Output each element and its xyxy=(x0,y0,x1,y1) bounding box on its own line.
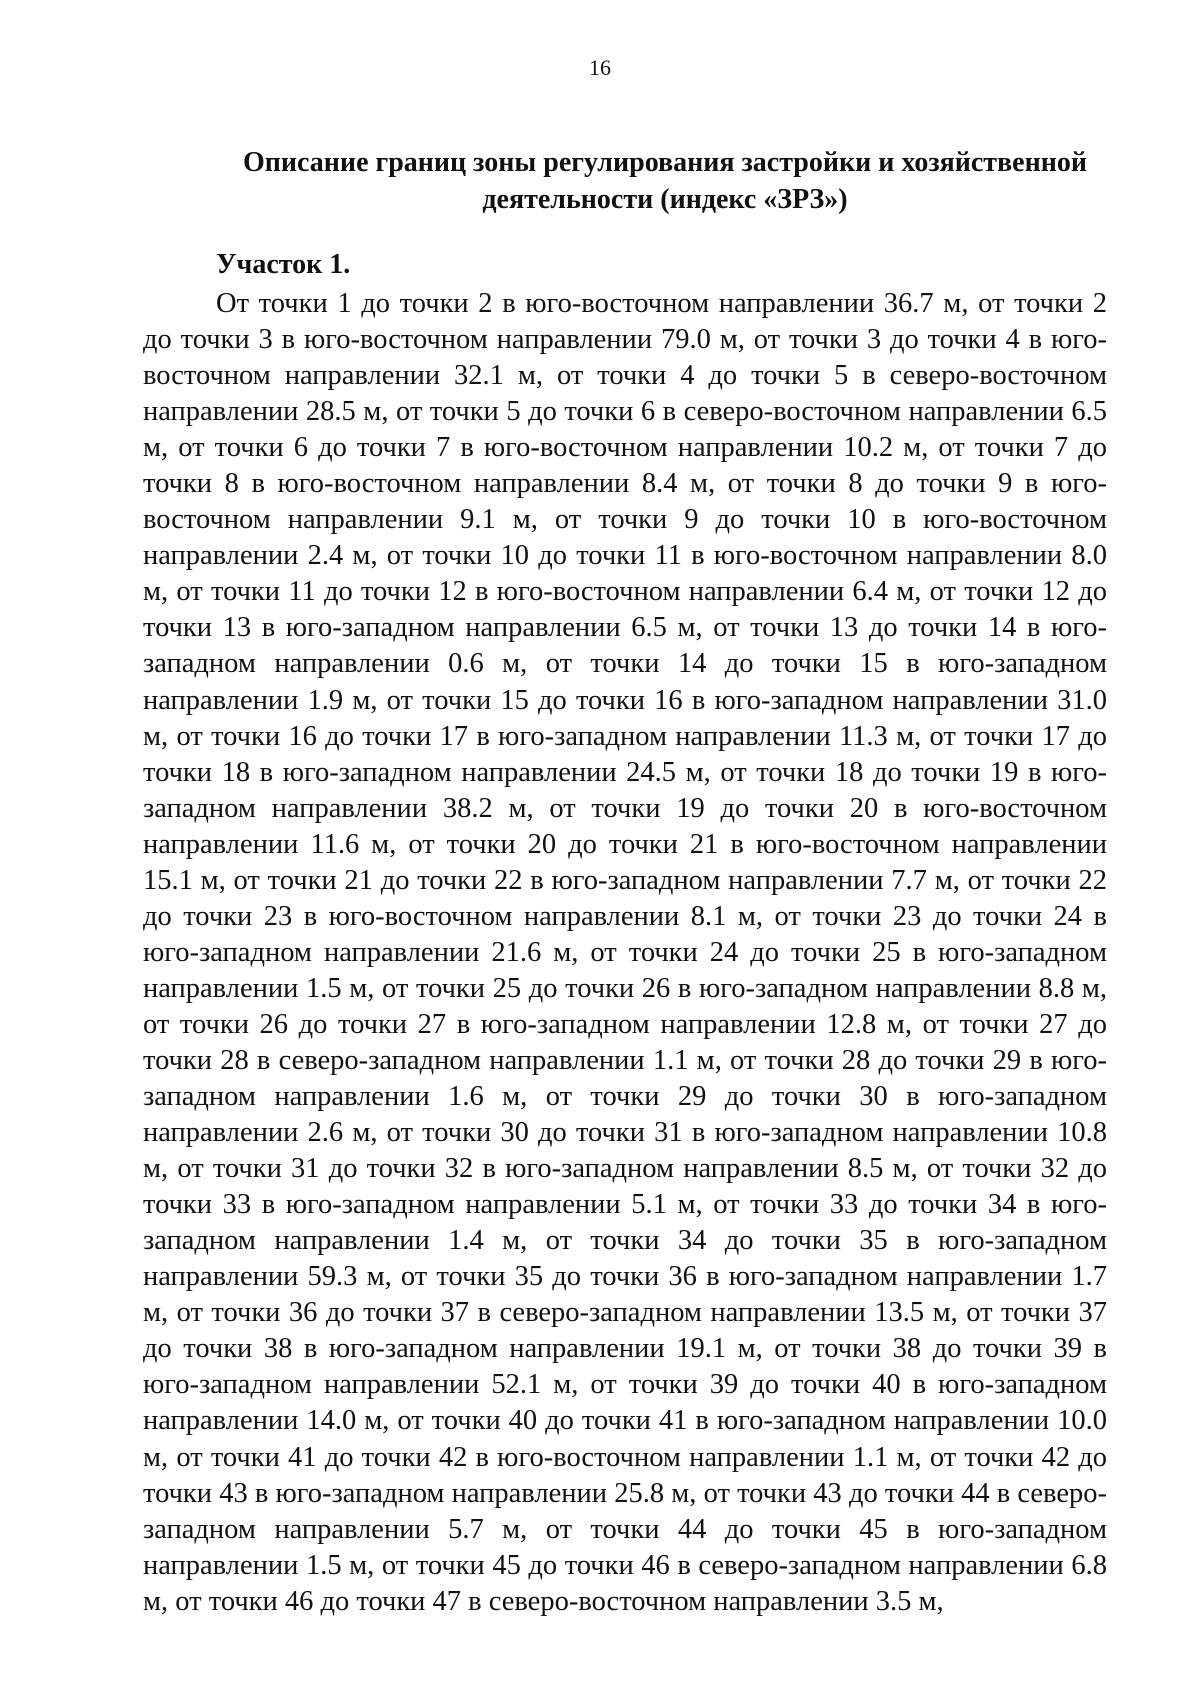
page-number: 16 xyxy=(589,55,611,80)
boundary-description-paragraph: От точки 1 до точки 2 в юго-восточном направлении 36.7 м, от точки 2 до точки 3 в юго-восточном направлении 79.0 м, от точки 3 до точки 4 в юго-восточном направлении 32.1 м, от точки 4 до точки 5 в северо-восточном направлении 28.5 м, от точки 5 до точки 6 в северо-восточном направлении 6.5 м, от точки 6 до точки 7 в юго-восточном направлении 10.2 м, от точки 7 до точки 8 в юго-восточном направлении 8.4 м, от точки 8 до точки 9 в юго-восточном направлении 9.1 м, от точки 9 до точки 10 в юго-восточном направлении 2.4 м, от точки 10 до точки 11 в юго-восточном направлении 8.0 м, от точки 11 до точки 12 в юго-восточном направлении 6.4 м, от точки 12 до точки 13 в юго-западном направлении 6.5 м, от точки 13 до точки 14 в юго-западном направлении 0.6 м, от точки 14 до точки 15 в юго-западном направлении 1.9 м, от точки 15 до точки 16 в юго-западном направлении 31.0 м, от точки 16 до точки 17 в юго-западном направлении 11.3 м, от точки 17 до точки 18 в юго-западном направлении 24.5 м, от точки 18 до точки 19 в юго-западном направлении 38.2 м, от точки 19 до точки 20 в юго-восточном направлении 11.6 м, от точки 20 до точки 21 в юго-восточном направлении 15.1 м, от точки 21 до точки 22 в юго-западном направлении 7.7 м, от точки 22 до точки 23 в юго-восточном направлении 8.1 м, от точки 23 до точки 24 в юго-западном направлении 21.6 м, от точки 24 до точки 25 в юго-западном направлении 1.5 м, от точки 25 до точки 26 в юго-западном направлении 8.8 м, от точки 26 до точки 27 в юго-западном направлении 12.8 м, от точки 27 до точки 28 в северо-западном направлении 1.1 м, от точки 28 до точки 29 в юго-западном направлении 1.6 м, от точки 29 до точки 30 в юго-западном направлении 2.6 м, от точки 30 до точки 31 в юго-западном направлении 10.8 м, от точки 31 до точки 32 в юго-западном направлении 8.5 м, от точки 32 до точки 33 в юго-западном направлении 5.1 м, от точки 33 до точки 34 в юго-западном направлении 1.4 м, от точки 34 до точки 35 в юго-западном направлении 59.3 м, от точки 35 до точки 36 в юго-западном направлении 1.7 м, от точки 36 до точки 37 в северо-западном направлении 13.5 м, от точки 37 до точки 38 в юго-западном направлении 19.1 м, от точки 38 до точки 39 в юго-западном направлении 52.1 м, от точки 39 до точки 40 в юго-западном направлении 14.0 м, от точки 40 до точки 41 в юго-западном направлении 10.0 м, от точки 41 до точки 42 в юго-восточном направлении 1.1 м, от точки 42 до точки 43 в юго-западном направлении 25.8 м, от точки 43 до точки 44 в северо-западном направлении 5.7 м, от точки 44 до точки 45 в юго-западном направлении 1.5 м, от точки 45 до точки 46 в северо-западном направлении 6.8 м, от точки 46 до точки 47 в северо-восточном направлении 3.5 м, xyxy=(143,288,1107,1617)
section-heading: Участок 1. xyxy=(216,249,351,280)
document-title: Описание границ зоны регулирования застройки и хозяйственной деятельности (индекс «ЗРЗ») xyxy=(242,147,1088,215)
